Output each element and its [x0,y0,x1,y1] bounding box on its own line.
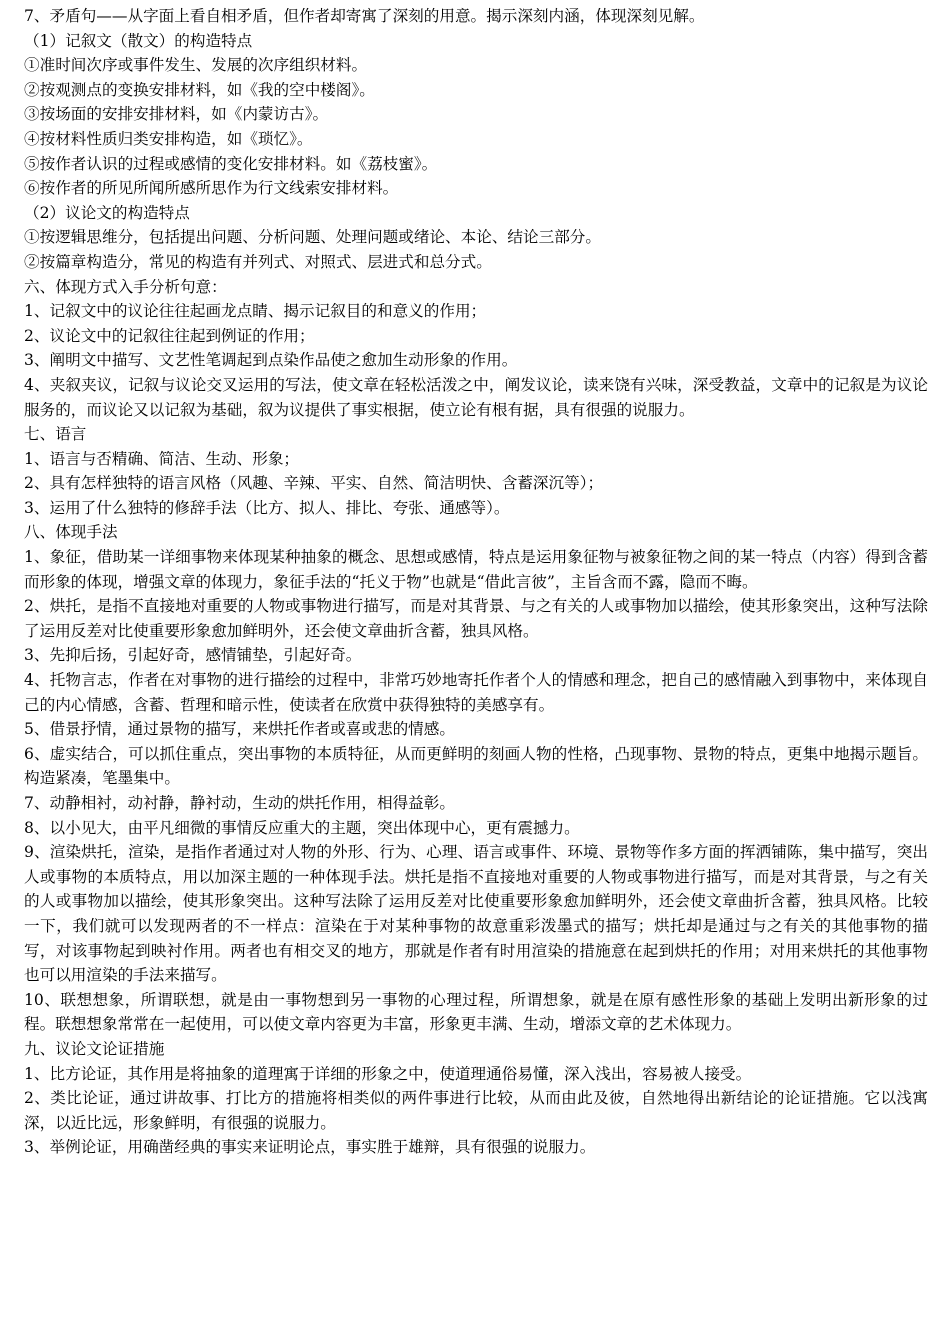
list-item: 9、渲染烘托，渲染，是指作者通过对人物的外形、行为、心理、语言或事件、环境、景物等作多方面的挥洒铺陈，集中描写，突出人或事物的本质特点，用以加深主题的一种体现手法。烘托是指不直接地对重要的人物或事物进行描写，而是对其背景，与之有关的人或事物加以描绘，使其形象突出。这种写法除了运用反差对比使重要形象愈加鲜明外，还会使文章曲折含蓄，独具风格。比较一下，我们就可以发现两者的不一样点：渲染在于对某种事物的故意重彩泼墨式的描写；烘托却是通过与之有关的其他事物的描写，对该事物起到映衬作用。两者也有相交叉的地方，那就是作者有时用渲染的措施意在起到烘托的作用；对用来烘托的其他事物也可以用渲染的手法来描写。 [24,843,928,985]
subsection-heading: （2）议论文的构造特点 [24,203,190,222]
subsection-heading: （1）记叙文（散文）的构造特点 [24,31,253,50]
list-item: 3、举例论证，用确凿经典的事实来证明论点，事实胜于雄辩，具有很强的说服力。 [24,1138,596,1157]
list-item: ②按篇章构造分，常见的构造有并列式、对照式、层进式和总分式。 [24,252,492,271]
list-item: 1、语言与否精确、简洁、生动、形象； [24,449,300,468]
list-item: 8、以小见大，由平凡细微的事情反应重大的主题，突出体现中心，更有震撼力。 [24,818,580,837]
list-item: ①准时间次序或事件发生、发展的次序组织材料。 [24,56,368,75]
list-item: 1、记叙文中的议论往往起画龙点睛、揭示记叙目的和意义的作用； [24,302,487,321]
section-heading: 八、体现手法 [24,523,118,542]
paragraph: 7、矛盾句——从字面上看自相矛盾，但作者却寄寓了深刻的用意。揭示深刻内涵，体现深刻见解。 [24,7,705,25]
list-item: ④按材料性质归类安排构造，如《琐忆》。 [24,129,313,148]
list-item: 1、比方论证，其作用是将抽象的道理寓于详细的形象之中，使道理通俗易懂，深入浅出，容易被人接受。 [24,1064,752,1083]
list-item: 2、议论文中的记叙往往起到例证的作用； [24,326,315,345]
section-heading: 九、议论文论证措施 [24,1039,165,1058]
list-item: 3、阐明文中描写、文艺性笔调起到点染作品使之愈加生动形象的作用。 [24,351,518,370]
list-item: ⑥按作者的所见所闻所感所思作为行文线索安排材料。 [24,179,399,198]
list-item: 4、托物言志，作者在对事物的进行描绘的过程中，非常巧妙地寄托作者个人的情感和理念，把自己的感情融入到事物中，来体现自己的内心情感，含蓄、哲理和暗示性，使读者在欣赏中获得独特的美感享有。 [24,671,928,714]
list-item: 4、夹叙夹议，记叙与议论交叉运用的写法，使文章在轻松活泼之中，阐发议论，读来饶有兴味，深受教益，文章中的记叙是为议论服务的，而议论又以记叙为基础，叙为议提供了事实根据，使立论有根有据，具有很强的说服力。 [24,375,928,419]
list-item: 2、烘托，是指不直接地对重要的人物或事物进行描写，而是对其背景、与之有关的人或事物加以描绘，使其形象突出，这种写法除了运用反差对比使重要形象愈加鲜明外，还会使文章曲折含蓄，独具风格。 [24,597,928,640]
list-item: 2、具有怎样独特的语言风格（风趣、辛辣、平实、自然、简洁明快、含蓄深沉等）； [24,474,604,493]
list-item: 6、虚实结合，可以抓住重点，突出事物的本质特征，从而更鲜明的刻画人物的性格，凸现事物、景物的特点，更集中地揭示题旨。构造紧凑，笔墨集中。 [24,744,928,788]
list-item: ③按场面的安排安排材料，如《内蒙访古》。 [24,105,329,124]
list-item: 10、联想想象，所谓联想，就是由一事物想到另一事物的心理过程，所谓想象，就是在原有感性形象的基础上发明出新形象的过程。联想想象常常在一起使用，可以使文章内容更为丰富，形象更丰满、生动，增添文章的艺术体现力。 [24,990,928,1034]
section-heading: 七、语言 [24,425,87,444]
list-item: ①按逻辑思维分，包括提出问题、分析问题、处理问题或绪论、本论、结论三部分。 [24,228,601,247]
list-item: 7、动静相衬，动衬静，静衬动，生动的烘托作用，相得益彰。 [24,794,455,812]
list-item: 2、类比论证，通过讲故事、打比方的措施将相类似的两件事进行比较，从而由此及彼，自然地得出新结论的论证措施。它以浅寓深，以近比远，形象鲜明，有很强的说服力。 [24,1089,928,1132]
list-item: 1、象征，借助某一详细事物来体现某种抽象的概念、思想或感情，特点是运用象征物与被象征物之间的某一特点（内容）得到含蓄而形象的体现，增强文章的体现力，象征手法的“托义于物”也就是“借此言彼”，主旨含而不露，隐而不晦。 [24,548,928,591]
list-item: 3、先抑后扬，引起好奇，感情铺垫，引起好奇。 [24,646,362,665]
list-item: 5、借景抒情，通过景物的描写，来烘托作者或喜或悲的情感。 [24,720,455,739]
section-heading: 六、体现方式入手分析句意： [24,277,227,296]
list-item: ②按观测点的变换安排材料，如《我的空中楼阁》。 [24,80,375,99]
list-item: ⑤按作者认识的过程或感情的变化安排材料。如《荔枝蜜》。 [24,154,438,173]
list-item: 3、运用了什么独特的修辞手法（比方、拟人、排比、夸张、通感等）。 [24,498,510,517]
